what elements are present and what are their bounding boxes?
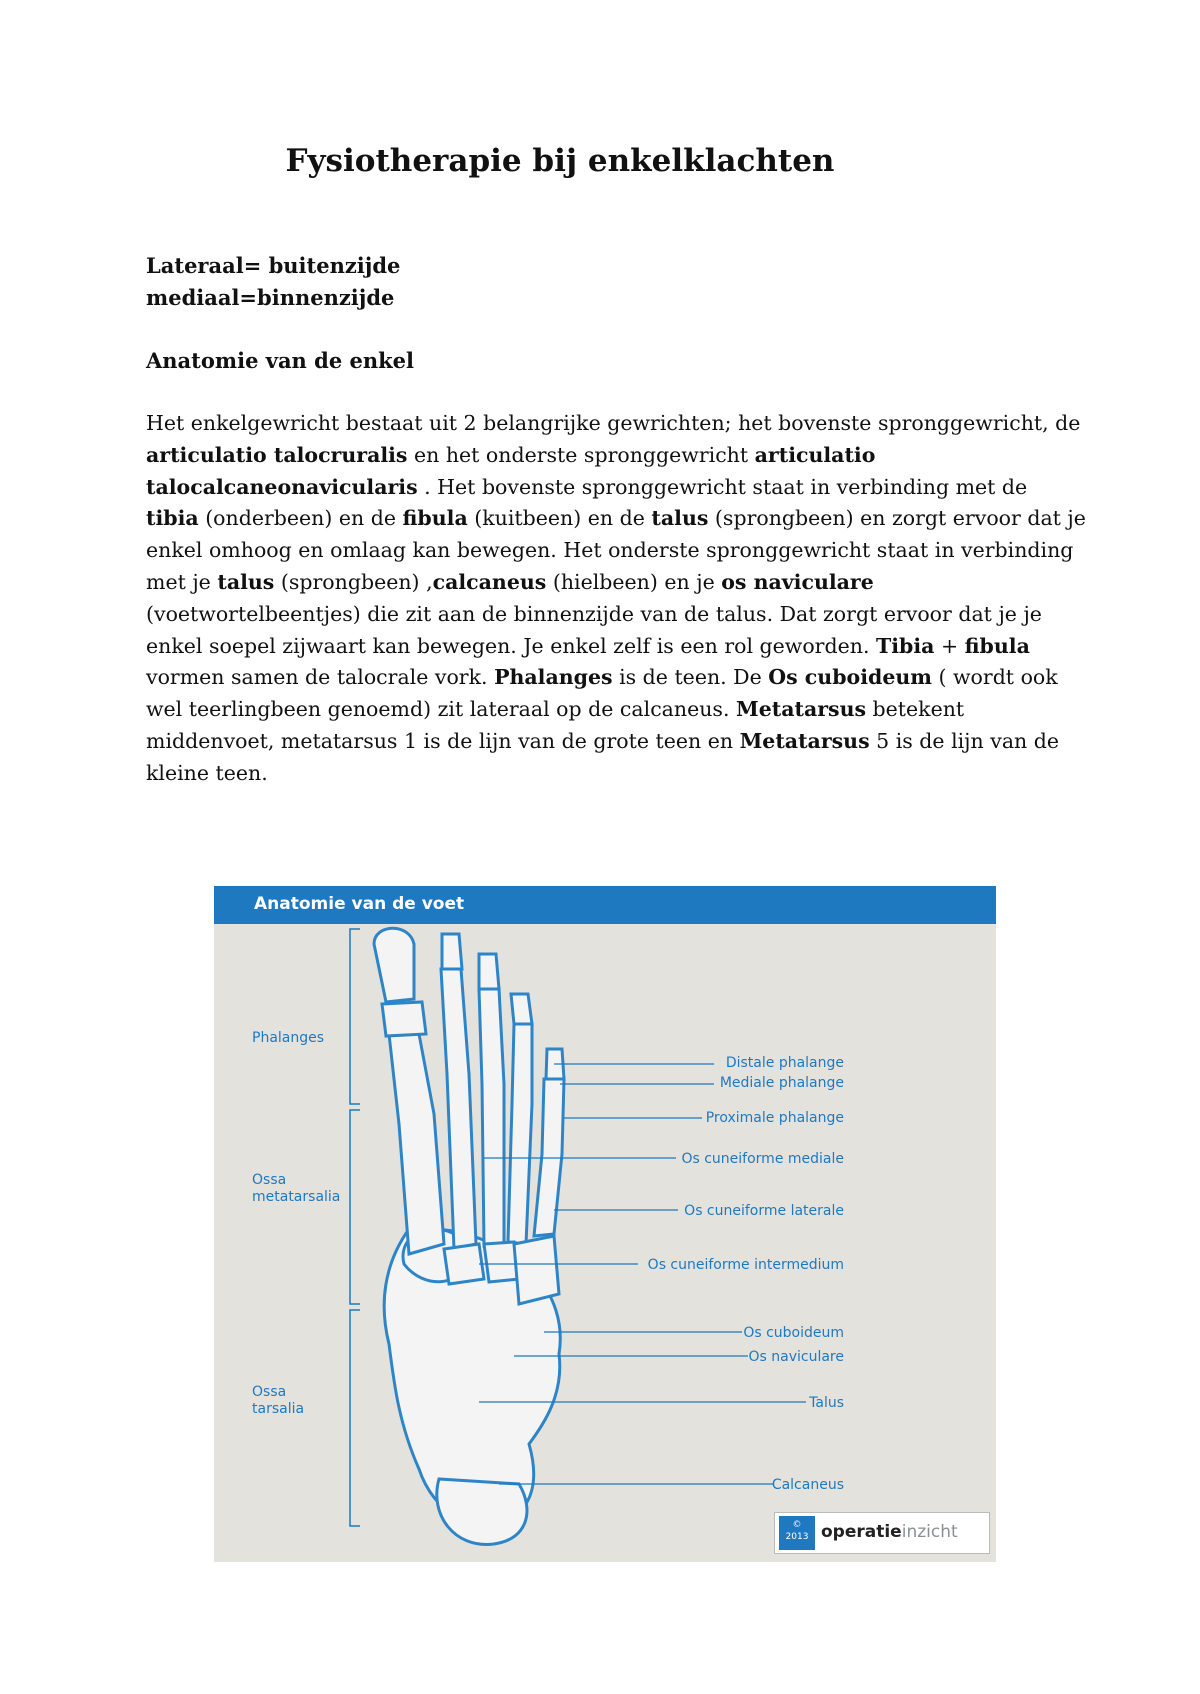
label-cuneiforme-laterale: Os cuneiforme laterale [684,1203,844,1219]
hallux-proximal [382,1002,426,1036]
metatarsal-3 [479,989,504,1246]
label-calcaneus: Calcaneus [771,1477,844,1493]
definition-medial: mediaal=binnenzijde [146,285,395,310]
definition-lateral: Lateraal= buitenzijde [146,253,401,278]
bold-term: articulatio talocalcaneonavicularis [146,442,876,499]
toe2-distal [442,934,462,969]
label-talus: Talus [809,1395,844,1411]
bold-term: calcaneus [432,569,547,594]
group-tarsalia: Ossa tarsalia [252,1384,305,1417]
bracket-metatarsalia [350,1110,360,1304]
bold-term: fibula [402,506,468,531]
text-run: en het onderste spronggewricht [407,442,755,467]
operatieinzicht-logo [774,1512,990,1554]
label-cuneiforme-intermedium: Os cuneiforme intermedium [647,1257,844,1273]
bold-term: Tibia [875,633,935,658]
toe3-distal [479,954,499,989]
text-run: (hielbeen) en je [546,569,722,594]
label-mediale-phalange: Mediale phalange [719,1075,844,1091]
metatarsal-2 [441,969,476,1249]
figure-header [214,886,996,924]
cuneiform-intermedium-bone [444,1244,484,1284]
bold-term: Metatarsus [739,728,870,753]
copyright-icon: © 2013 [779,1516,815,1550]
section-heading: Anatomie van de enkel [146,348,415,373]
cuboid-bone [514,1236,559,1304]
group-metatarsalia: Ossa metatarsalia [252,1172,341,1205]
hallux-distal [374,928,414,1002]
bold-term: tibia [146,506,199,531]
toe4-distal [511,994,532,1024]
text-run: . Het bovenste spronggewricht staat in verbinding met de [417,474,1028,499]
text-run: vormen samen de talocrale vork. [146,665,495,690]
definitions [146,250,400,314]
foot-illustration [214,924,996,1562]
text-run: (onderbeen) en de [198,506,403,531]
text-run: Het enkelgewricht bestaat uit 2 belangrijke gewrichten; het bovenste spronggewricht, de [146,411,1081,435]
metatarsal-4 [508,1024,532,1244]
bold-term: Metatarsus [736,697,867,722]
bold-term: fibula [964,633,1030,658]
bold-term: articulatio talocruralis [146,442,408,467]
document-title: Fysiotherapie bij enkelklachten [285,143,835,179]
bold-term: Os cuboideum [768,665,932,690]
label-distale-phalange: Distale phalange [725,1055,844,1071]
text-run: (kuitbeen) en de [467,506,652,531]
foot-bones [374,928,564,1544]
text-run: betekent middenvoet, metatarsus 1 is de lijn van de grote teen en [146,697,965,753]
text-run: (sprongbeen) en zorgt ervoor dat je enkel omhoog en omlaag kan bewegen. Het onderste spronggewricht staat in verbinding met je [146,506,1086,594]
bold-term: talus [651,506,709,531]
label-os-naviculare: Os naviculare [748,1349,844,1365]
label-proximale-phalange: Proximale phalange [705,1110,844,1126]
bold-term: os naviculare [721,569,874,594]
calcaneus-bone [437,1479,527,1544]
text-run: + [934,633,965,658]
text-run: 5 is de lijn van de kleine teen. [146,728,1060,785]
figure-title: Anatomie van de voet [254,894,465,914]
bracket-phalanges [350,929,360,1104]
label-cuneiforme-mediale: Os cuneiforme mediale [681,1151,844,1167]
anatomy-paragraph [146,408,1086,790]
bracket-tarsalia [350,1310,360,1526]
foot-anatomy-figure [214,886,996,1562]
bold-term: Phalanges [494,665,613,690]
bold-term: talus [217,569,275,594]
text-run: (voetwortelbeentjes) die zit aan de binnenzijde van de talus. Dat zorgt ervoor dat je je enkel soepel zijwaart kan bewegen. Je enkel zelf is een rol geworden. [146,601,1042,658]
text-run: ( wordt ook wel teerlingbeen genoemd) zit lateraal op de calcaneus. [146,665,1058,722]
label-os-cuboideum: Os cuboideum [743,1325,844,1341]
metatarsal-1 [389,1034,444,1254]
text-run: is de teen. De [612,665,769,690]
text-run: (sprongbeen) , [274,569,433,594]
logo-wordmark: operatieinzicht [821,1522,958,1542]
group-phalanges: Phalanges [252,1030,325,1046]
